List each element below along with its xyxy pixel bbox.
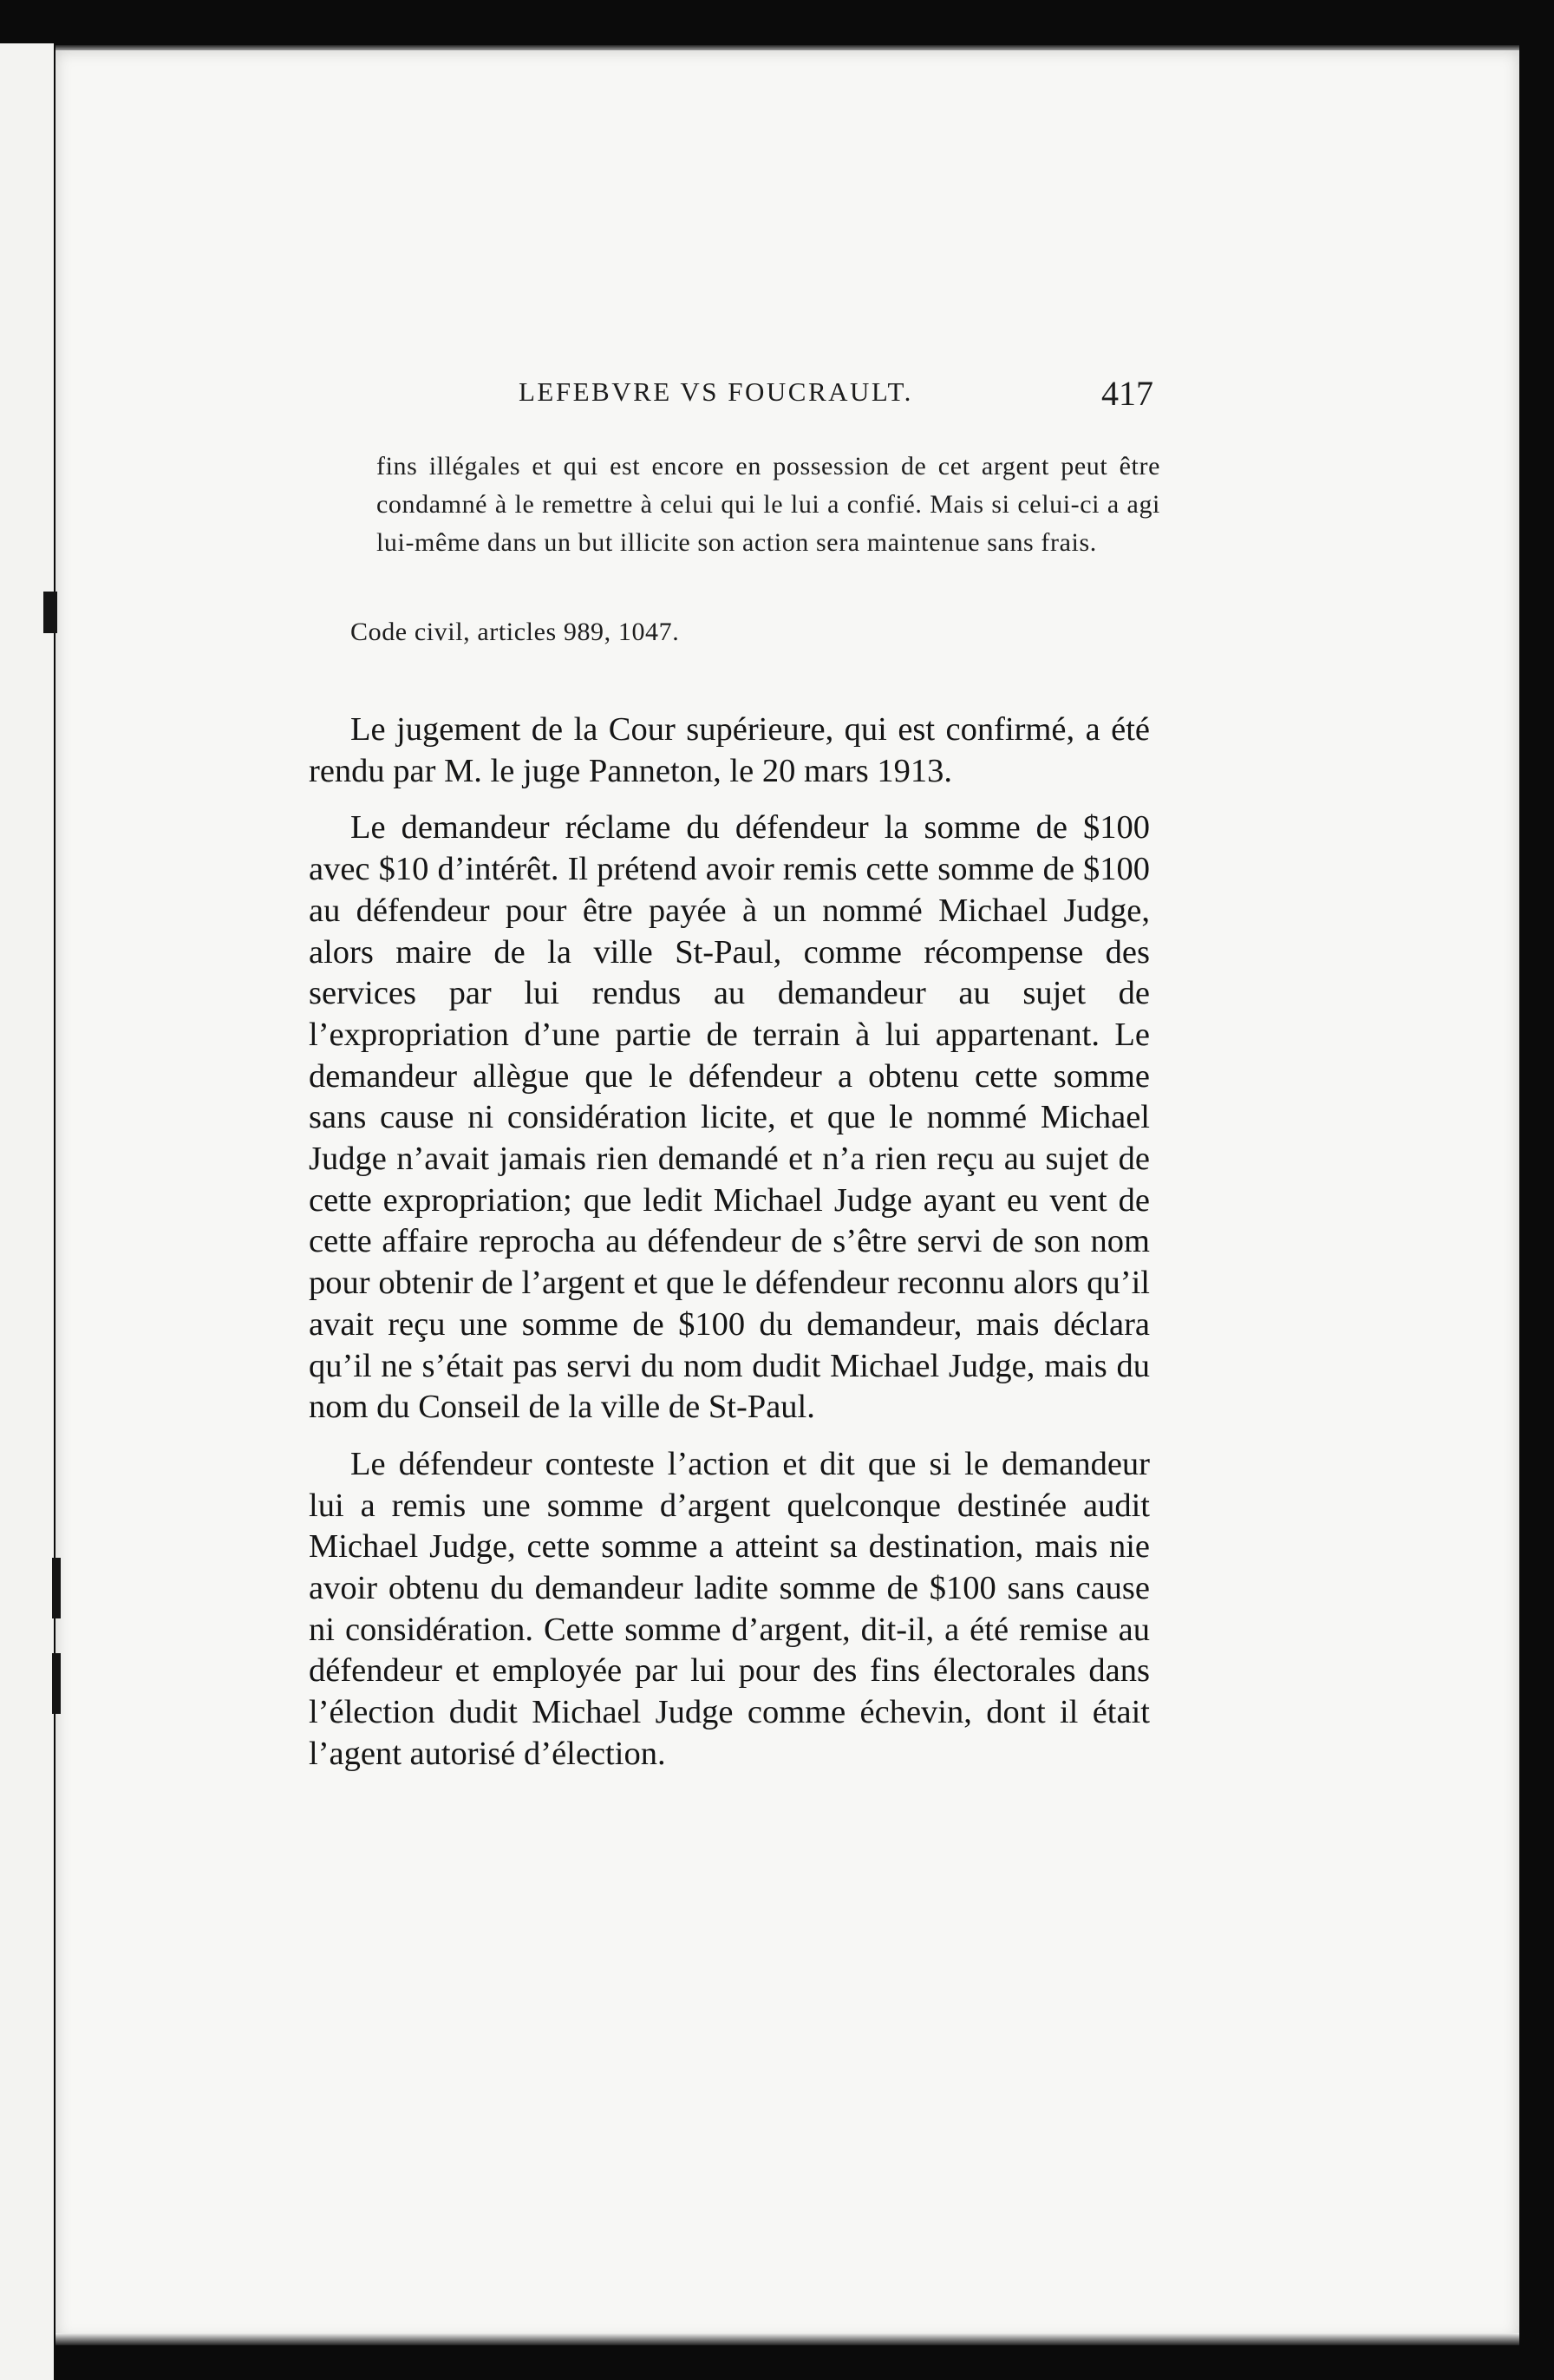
page-bottom-edge (56, 2333, 1519, 2345)
running-head (0, 376, 1554, 420)
page-number: 417 (1101, 374, 1153, 413)
headnote-text: fins illégales et qui est encore en possession de cet argent peut être condamné à le remettre à celui qui le lui a confié. Mais si celui-ci a agi lui-même dans un but illicite son action sera maintenue sans frais. (376, 452, 1160, 557)
body-text (309, 709, 1150, 1775)
paragraph: Le jugement de la Cour supérieure, qui est confirmé, a été rendu par M. le juge Panneton, le 20 mars 1913. (309, 711, 1150, 789)
binding-mark (52, 1558, 61, 1618)
paragraph: Le défendeur conteste l’action et dit que si le demandeur lui a remis une somme d’argent quelconque destinée audit Michael Judge, cette somme a atteint sa destination, mais nie avoir obtenu du demandeur ladite somme de $100 sans cause ni considération. Cette somme d’argent, dit-il, a été remise au défendeur et employée par lui pour des fins électorales dans l’élection dudit Michael Judge comme échevin, dont il était l’agent autorisé d’élection. (309, 1445, 1150, 1772)
binding-mark (52, 1653, 61, 1714)
binding-mark (43, 592, 57, 633)
paragraph: Le demandeur réclame du défendeur la somme de $100 avec $10 d’intérêt. Il prétend avoir remis cette somme de $100 au défendeur pour être payée à un nommé Michael Judge, alors maire de la ville St-Paul, comme récompense des services par lui rendus au demandeur au sujet de l’expropriation d’une partie de terrain à lui appartenant. Le demandeur allègue que le défendeur a obtenu cette somme sans cause ni considération licite, et que le nommé Michael Judge n’avait jamais rien demandé et n’a rien reçu au sujet de cette expropriation; que ledit Michael Judge ayant eu vent de cette affaire reprocha au défendeur de s’être servi de son nom pour obtenir de l’argent et que le défendeur reconnu alors qu’il avait reçu une somme de $100 du demandeur, mais déclara qu’il ne s’était pas servi du nom dudit Michael Judge, mais du nom du Conseil de la ville de St-Paul. (309, 809, 1150, 1426)
running-title: LEFEBVRE VS FOUCRAULT. (519, 376, 913, 407)
citation: Code civil, articles 989, 1047. (350, 618, 680, 646)
headnote (376, 448, 1160, 562)
